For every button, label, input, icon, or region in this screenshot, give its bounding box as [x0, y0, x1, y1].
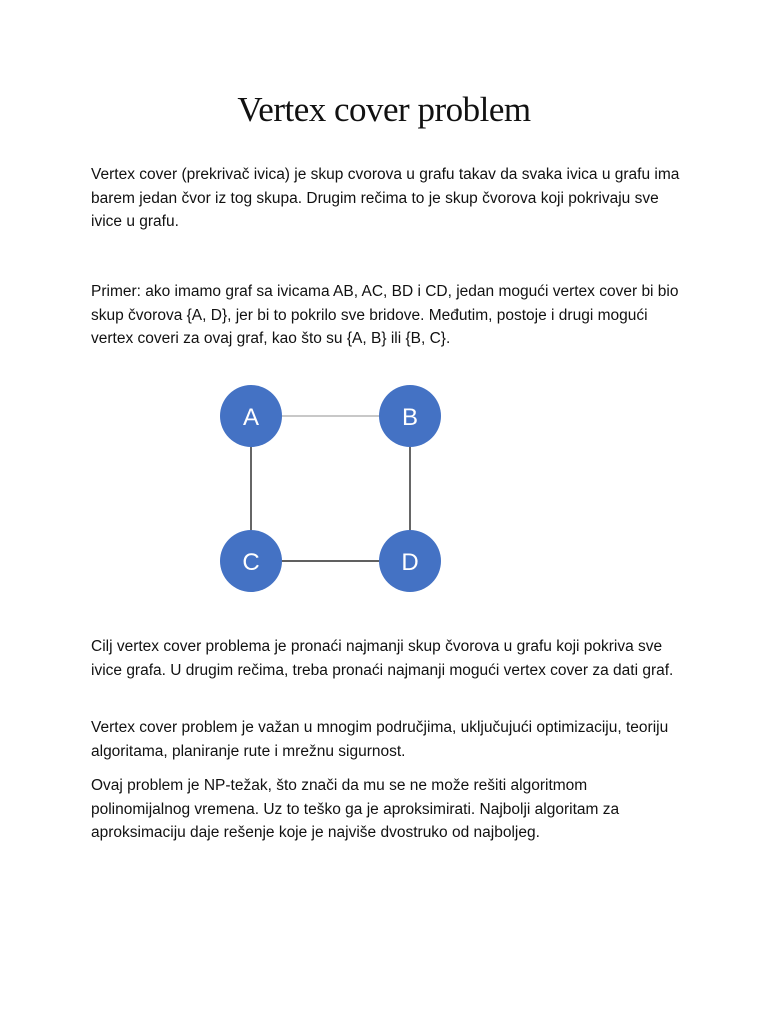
node-d: [379, 530, 441, 592]
node-d-label: D: [401, 549, 419, 576]
paragraph-definition: Vertex cover (prekrivač ivica) je skup cvorova u grafu takav da svaka ivica u grafu ima barem jedan čvor iz tog skupa. Drugim rečima to je skup čvorova koji pokrivaju sve ivice u grafu.: [91, 166, 680, 230]
page-title: Vertex cover problem: [237, 90, 531, 129]
paragraph-goal: Cilj vertex cover problema je pronaći najmanji skup čvorova u grafu koji pokriva sve ivice grafa. U drugim rečima, treba pronaći najmanji mogući vertex cover za dati graf.: [91, 638, 674, 679]
node-c: [220, 530, 282, 592]
paragraph-applications: Vertex cover problem je važan u mnogim područjima, uključujući optimizaciju, teoriju algoritama, planiranje rute i mrežnu sigurnost.: [91, 719, 669, 760]
node-b: [379, 385, 441, 447]
node-a-label: A: [242, 404, 260, 431]
node-b-label: B: [401, 404, 419, 431]
paragraph-complexity: Ovaj problem je NP-težak, što znači da mu se ne može rešiti algoritmom polinomijalnog vremena. Uz to teško ga je aproksimirati. Najbolji algoritam za aproksimaciju daje rešenje koje je najviše dvostruko od najboljeg.: [91, 777, 620, 841]
node-a: [220, 385, 282, 447]
paragraph-example: Primer: ako imamo graf sa ivicama AB, AC, BD i CD, jedan mogući vertex cover bi bio skup čvorova {A, D}, jer bi to pokrilo sve bridove. Međutim, postoje i drugi mogući vertex coveri za ovaj graf, kao što su {A, B} ili {B, C}.: [91, 283, 679, 347]
node-c-label: C: [242, 549, 260, 576]
